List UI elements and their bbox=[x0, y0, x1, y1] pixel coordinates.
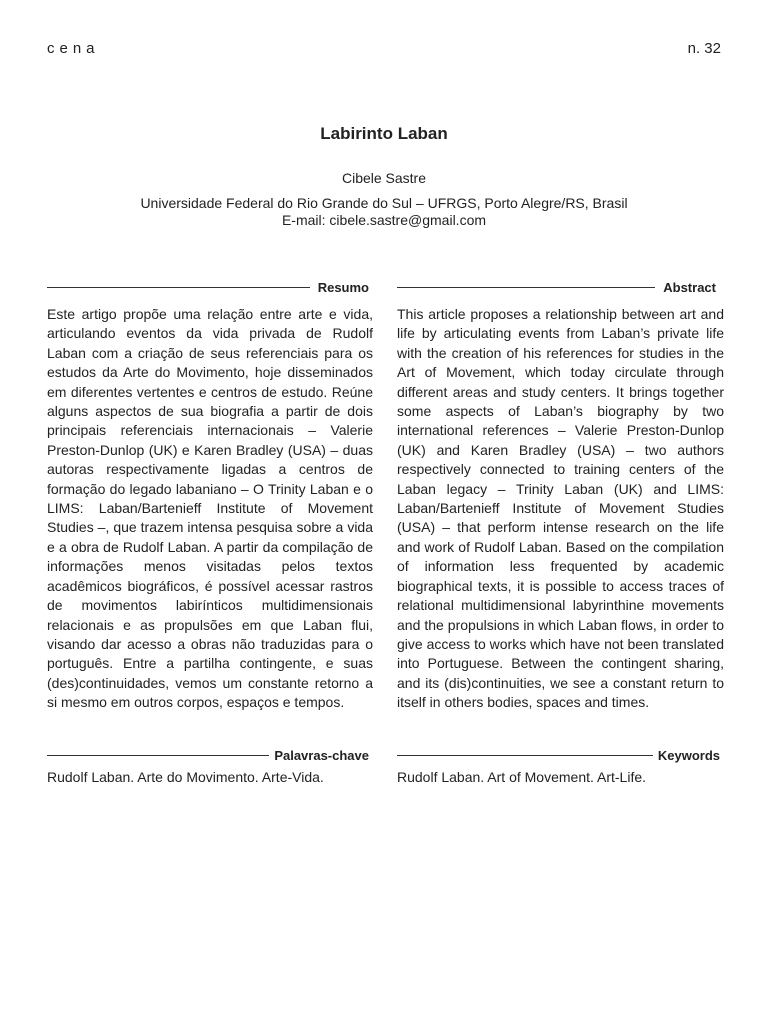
issue-number: n. 32 bbox=[687, 40, 721, 57]
palavras-chave-rule bbox=[47, 755, 269, 756]
keywords-text: Rudolf Laban. Art of Movement. Art-Life. bbox=[397, 769, 647, 785]
resumo-heading bbox=[47, 277, 369, 297]
abstract-rule bbox=[397, 287, 655, 288]
resumo-heading-label: Resumo bbox=[317, 279, 369, 295]
article-author: Cibele Sastre bbox=[341, 170, 427, 186]
palavras-chave-text: Rudolf Laban. Arte do Movimento. Arte-Vida. bbox=[47, 769, 324, 785]
journal-name: cena bbox=[47, 40, 100, 57]
resumo-text: Este artigo propõe uma relação entre arte e vida, articulando eventos da vida privada de Rudolf Laban com a criação de seus referenciais para os estudos da Arte do Movimento, hoje disseminados em diferentes vertentes e centros de estudo. Reúne alguns aspectos de sua biografia a partir de dois principais referenciais internacionais – Valerie Preston-Dunlop (UK) e Karen Bradley (USA) – duas autoras respectivamente ligadas a centros de formação do legado labaniano – O Trinity Laban e o LIMS: Laban/Bartenieff Institute of Movement Studies –, que trazem intensa pesquisa sobre a vida e a obra de Rudolf Laban. A partir da compilação de informações menos visitadas pelos textos acadêmicos biográficos, é possível acessar rastros de movimentos labirínticos multidimensionais relacionais e as propulsões em que Laban flui, visando dar acesso a obras não traduzidas para o português. Entre a partilha contingente, e suas (des)continuidades, vemos um constante retorno a si mesmo em outros corpos, espaços e tempos. bbox=[47, 306, 373, 711]
resumo-rule bbox=[47, 287, 310, 288]
abstract-text: This article proposes a relationship between art and life by articulating events from Laban’s private life with the creation of his references for studies in the Art of Movement, which today circulate through different areas and study centers. It brings together some aspects of Laban’s biography by two international references – Valerie Preston-Dunlop (UK) and Karen Bradley (USA) – two authors respectively connected to training centers of the Laban legacy – Trinity Laban (UK) and LIMS: Laban/Bartenieff Institute of Movement Studies (USA) – that perform intense research on the life and work of Rudolf Laban. Based on the compilation of information less frequented by academic biographical texts, it is possible to access traces of relational multidimensional labyrinthine movements and the propulsions in which Laban flows, in order to give access to works which have not been translated into Portuguese. Between the contingent sharing, and its (dis)continuities, we see a constant return to itself in others bodies, spaces and times. bbox=[397, 306, 724, 711]
article-title: Labirinto Laban bbox=[320, 124, 448, 143]
author-email: E-mail: cibele.sastre@gmail.com bbox=[281, 212, 487, 228]
keywords-heading bbox=[397, 745, 720, 765]
palavras-chave-heading bbox=[47, 745, 369, 765]
abstract-heading bbox=[397, 277, 716, 297]
keywords-heading-label: Keywords bbox=[657, 747, 720, 763]
author-affiliation-block bbox=[0, 195, 768, 229]
keywords-rule bbox=[397, 755, 653, 756]
abstract-heading-label: Abstract bbox=[663, 279, 716, 295]
author-affiliation: Universidade Federal do Rio Grande do Sul – UFRGS, Porto Alegre/RS, Brasil bbox=[140, 195, 628, 211]
palavras-chave-heading-label: Palavras-chave bbox=[274, 747, 369, 763]
